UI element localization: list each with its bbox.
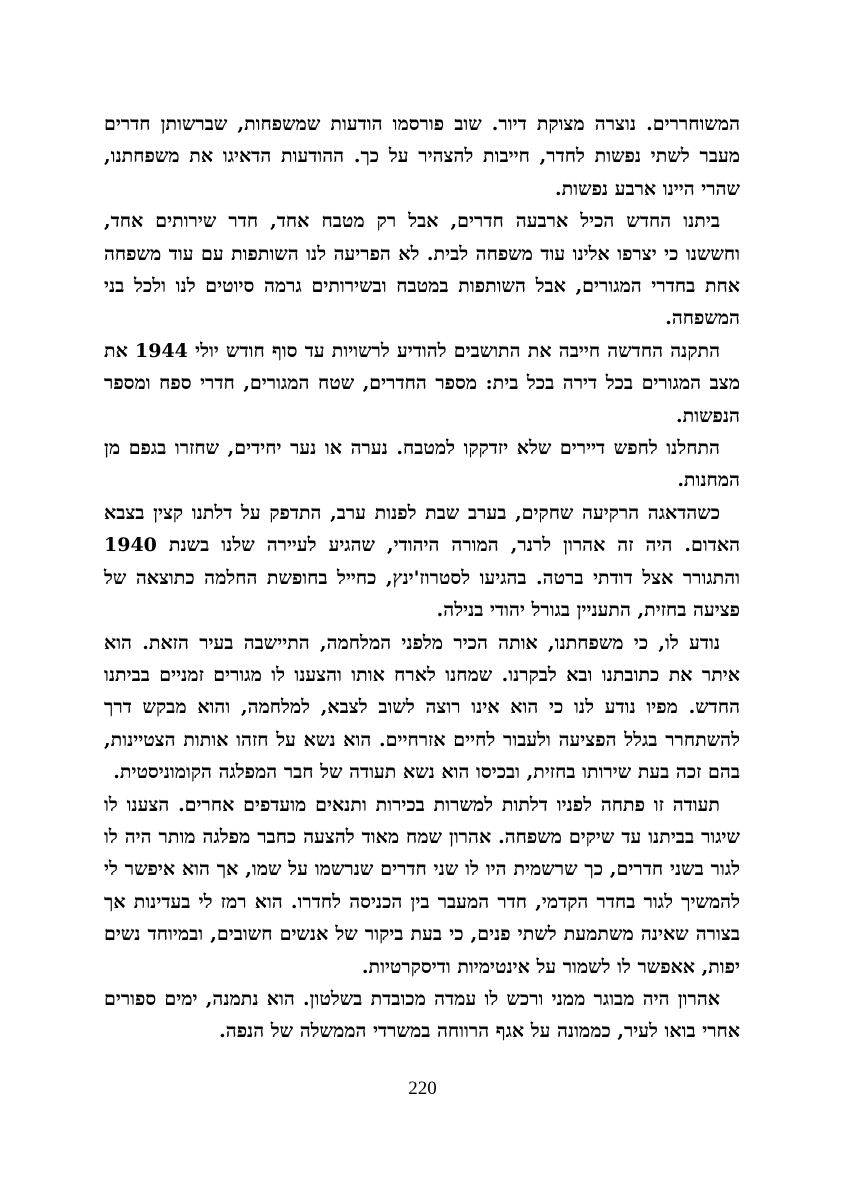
- document-body: [104, 108, 740, 1048]
- paragraph-1: המשוחררים. נוצרה מצוקת דיור. שוב פורסמו הודעות שמשפחות, שברשותן חדרים מעבר לשתי נפשות לחדר, חייבות להצהיר על כך. ההודעות הדאיגו את משפחתנו, שהרי היינו ארבע נפשות.: [104, 113, 740, 200]
- page-number: 220: [408, 1078, 437, 1099]
- paragraph-7: תעודה זו פתחה לפניו דלתות למשרות בכירות ותנאים מועדפים אחרים. הצענו לו שיגור בביתנו עד שיקים משפחה. אהרון שמח מאוד להצעה כחבר מפלגה מותר היה לו לגור בשני חדרים, כך שרשמית היו לו שני חדרים שנרשמו על שמו, אך הוא איפשר לי להמשיך לגור בחדר הקדמי, חדר המעבר בין הכניסה לחדרו. הוא רמז לי בעדינות אך בצורה שאינה משתמעת לשתי פנים, כי בעת ביקור של אנשים חשובים, ובמיוחד נשים יפות, אאפשר לו לשמור על אינטימיות ודיסקרטיות.: [104, 793, 741, 978]
- paragraph-4: התחלנו לחפש דיירים שלא יזדקקו למטבח. נערה או נער יחידים, שחזרו בגפם מן המחנות.: [104, 437, 740, 492]
- paragraph-2: ביתנו החדש הכיל ארבעה חדרים, אבל רק מטבח אחד, חדר שירותים אחד, וחששנו כי יצרפו אלינו עוד משפחה לבית. לא הפריעה לנו השותפות עם עוד משפחה אחת בחדרי המגורים, אבל השותפות במטבח ובשירותים גרמה סיוטים לנו ולכל בני המשפחה.: [104, 210, 740, 330]
- paragraph-8: אהרון היה מבוגר ממני ורכש לו עמדה מכובדת בשלטון. הוא נתמנה, ימים ספורים אחרי בואו לעיר, כממונה על אגף הרווחה במשרדי הממשלה של הנפה.: [104, 987, 740, 1043]
- paragraph-3: התקנה החדשה חייבה את התושבים להודיע לרשויות עד סוף חודש יולי 1944 את מצב המגורים בכל דירה בכל בית: מספר החדרים, שטח המגורים, חדרי ספח ומספר הנפשות.: [104, 339, 740, 427]
- paragraph-6: נודע לו, כי משפחתנו, אותה הכיר מלפני המלחמה, התיישבה בעיר הזאת. הוא איתר את כתובתנו ובא לבקרנו. שמחנו לארח אותו והצענו לו מגורים זמניים בביתנו החדש. מפיו נודע לנו כי הוא אינו רוצה לשוב לצבא, למלחמה, והוא מבקש דרך להשתחרר בגלל הפציעה ולעבור לחיים אזרחיים. הוא נשא על חזהו אותות הצטיינות, בהם זכה בעת שירותו בחזית, ובכיסו הוא נשא תעודה של חבר המפלגה הקומוניסטית.: [104, 631, 740, 784]
- paragraph-5: כשהדאגה הרקיעה שחקים, בערב שבת לפנות ערב, התדפק על דלתנו קצין בצבא האדום. היה זה אהרון לרנר, המורה היהודי, שהגיע לעיירה שלנו בשנת 1940 והתגורר אצל דודתי ברטה. בהגיעו לסטרוז'ינץ, כחייל בחופשת החלמה כתוצאה של פציעה בחזית, התעניין בגורל יהודי בנילה.: [104, 501, 740, 622]
